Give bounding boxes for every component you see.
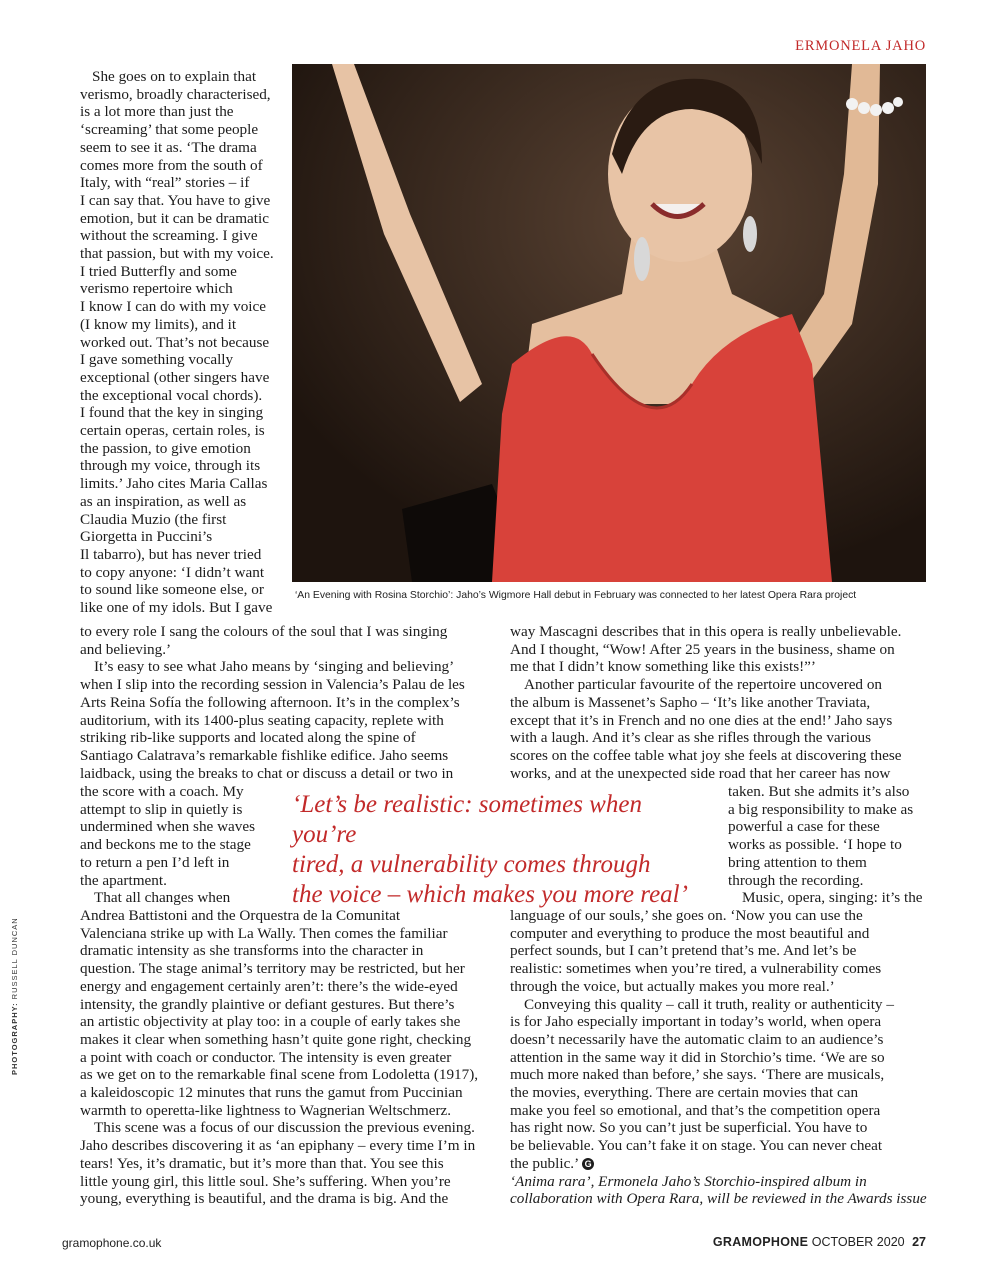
gramophone-end-mark-icon: G xyxy=(582,1158,594,1170)
text-line: attention in the same way it did in Storchio’s time. ‘We are so xyxy=(510,1048,885,1066)
text-line: as we get on to the remarkable final scene from Lodoletta (1917), xyxy=(80,1066,479,1084)
text-line: Another particular favourite of the repertoire uncovered on xyxy=(524,676,883,694)
text-line: auditorium, with its 1400-plus seating capacity, replete with xyxy=(80,711,444,729)
text-line: to every role I sang the colours of the soul that I was singing xyxy=(80,623,448,640)
text-line: perfect sounds, but I can’t pretend that’s me. And let’s be xyxy=(510,942,857,960)
text-line: except that it’s in French and no one dies at the end!’ Jaho says xyxy=(510,711,893,729)
singer-illustration xyxy=(292,64,926,582)
footer-folio xyxy=(713,1235,926,1249)
pull-quote xyxy=(292,790,712,910)
text-line: I can say that. You have to give xyxy=(80,191,271,209)
text-line: the apartment. xyxy=(80,871,167,889)
text-line: verismo repertoire which xyxy=(80,280,233,298)
text-line: a point with coach or conductor. The intensity is even greater xyxy=(80,1048,452,1066)
text-line: with a laugh. And it’s clear as she rifles through the various xyxy=(510,729,872,747)
text-line: Santiago Calatrava’s remarkable fishlike edifice. Jaho seems xyxy=(80,746,449,764)
text-line: realistic: sometimes when you’re tired, a vulnerability comes xyxy=(510,960,882,978)
text-line: the score with a coach. My xyxy=(80,783,244,800)
text-line: (I know my limits), and it xyxy=(80,315,237,333)
text-line: the exceptional vocal chords). xyxy=(80,386,263,404)
text-line: to return a pen I’d left in xyxy=(80,853,230,871)
text-line: much more naked than before,’ she says. ‘There are musicals, xyxy=(510,1066,885,1084)
text-line: as an inspiration, as well as xyxy=(80,492,247,510)
text-line: Il tabarro), but has never tried xyxy=(80,545,262,563)
text-line: young, everything is beautiful, and the drama is big. And the xyxy=(80,1190,449,1208)
text-line: make you feel so emotional, and that’s the competition opera xyxy=(510,1101,881,1119)
text-line: It’s easy to see what Jaho means by ‘singing and believing’ xyxy=(94,658,455,676)
text-line: little young girl, this little soul. She’s suffering. When you’re xyxy=(80,1172,451,1190)
text-line: like one of my idols. But I gave xyxy=(80,599,273,617)
photo-credit-label: PHOTOGRAPHY: xyxy=(10,1002,19,1075)
text-line: I tried Butterfly and some xyxy=(80,262,237,280)
text-line: That all changes when xyxy=(94,889,231,907)
text-line: exceptional (other singers have xyxy=(80,368,270,386)
pull-quote-line: ‘Let’s be realistic: sometimes when you’re xyxy=(292,791,642,848)
right-short-block xyxy=(728,783,933,907)
text-line: and believing.’ xyxy=(80,640,172,658)
review-note-line: ‘Anima rara’, Ermonela Jaho’s Storchio-inspired album in xyxy=(510,1172,867,1190)
text-line: limits.’ Jaho cites Maria Callas xyxy=(80,475,268,493)
footer-website: gramophone.co.uk xyxy=(62,1236,162,1250)
text-line: and beckons me to the stage xyxy=(80,836,251,854)
text-line: question. The stage animal’s territory may be restricted, but her xyxy=(80,960,465,978)
text-line: computer and everything to produce the most beautiful and xyxy=(510,924,870,942)
text-line: She goes on to explain that xyxy=(92,68,257,85)
magazine-name: GRAMOPHONE xyxy=(712,1235,809,1249)
left-wide-block-1 xyxy=(80,623,500,782)
text-line: to sound like someone else, or xyxy=(80,581,264,599)
text-line: I gave something vocally xyxy=(80,351,234,369)
text-line: to copy anyone: ‘I didn’t want xyxy=(80,563,265,581)
text-line: doesn’t necessarily have the automatic claim to an audience’s xyxy=(510,1030,884,1048)
right-top-block xyxy=(510,623,930,782)
text-line: a kaleidoscopic 12 minutes that runs the gamut from Puccinian xyxy=(80,1084,463,1102)
page-number: 27 xyxy=(912,1235,926,1249)
right-bottom-block xyxy=(510,907,930,1208)
text-line: This scene was a focus of our discussion the previous evening. xyxy=(94,1119,475,1137)
text-line: through the voice, but actually makes you more real.’ xyxy=(510,977,835,995)
text-line-with-end-mark xyxy=(510,1155,930,1173)
text-line: through the recording. xyxy=(728,871,864,889)
text-line: language of our souls,’ she goes on. ‘Now you can use the xyxy=(510,907,863,924)
text-line: Italy, with “real” stories – if xyxy=(80,174,250,192)
text-line: makes it clear when something hasn’t quite gone right, checking xyxy=(80,1030,472,1048)
text-line: attempt to slip in quietly is xyxy=(80,800,243,818)
text-line: the album is Massenet’s Sapho – ‘It’s like another Traviata, xyxy=(510,693,871,711)
text-line: Claudia Muzio (the first xyxy=(80,510,227,528)
text-line: seem to see it as. ‘The drama xyxy=(80,138,257,156)
text-line: powerful a case for these xyxy=(728,818,880,836)
text-line: worked out. That’s not because xyxy=(80,333,270,351)
text-line: that passion, but with my voice. xyxy=(80,245,274,263)
text-line: without the screaming. I give xyxy=(80,227,258,245)
text-line: Arts Reina Sofía the following afternoon. It’s in the complex’s xyxy=(80,693,460,711)
section-header: ERMONELA JAHO xyxy=(795,38,926,54)
text-line: striking rib-like supports and located along the spine of xyxy=(80,729,416,747)
text-line: warmth to operetta-like lightness to Wagnerian Weltschmerz. xyxy=(80,1101,452,1119)
text-line: Giorgetta in Puccini’s xyxy=(80,528,213,546)
text-line: way Mascagni describes that in this opera is really unbelievable. xyxy=(510,623,902,640)
text-line: has right now. So you can’t just be superficial. You have to xyxy=(510,1119,868,1137)
text-line: bring attention to them xyxy=(728,853,867,871)
text-line: an artistic objectivity at play too: in a couple of early takes she xyxy=(80,1013,461,1031)
text-line: comes more from the south of xyxy=(80,156,263,174)
text-line: is a lot more than just the xyxy=(80,103,234,121)
text-line: emotion, but it can be dramatic xyxy=(80,209,269,227)
text-line: intensity, the grandly plaintive or defiant gestures. But there’s xyxy=(80,995,455,1013)
text-line: the movies, everything. There are certain movies that can xyxy=(510,1084,859,1102)
text-line: undermined when she waves xyxy=(80,818,256,836)
text-line: through my voice, through its xyxy=(80,457,261,475)
text-line: tears! Yes, it’s dramatic, but it’s more than that. You see this xyxy=(80,1154,444,1172)
text-line: dramatic intensity as she transforms into the character in xyxy=(80,942,424,960)
text-line: Valenciana strike up with La Wally. Then comes the familiar xyxy=(80,924,448,942)
text-line: I found that the key in singing xyxy=(80,404,264,422)
text-line: certain operas, certain roles, is xyxy=(80,422,265,440)
text-line: a big responsibility to make as xyxy=(728,800,914,818)
text-line: I know I can do with my voice xyxy=(80,298,267,316)
left-narrow-column xyxy=(80,68,290,617)
left-wide-block-2 xyxy=(80,907,500,1208)
issue-date: OCTOBER 2020 xyxy=(811,1235,905,1249)
text-line: taken. But she admits it’s also xyxy=(728,783,910,800)
text-line: the passion, to give emotion xyxy=(80,439,251,457)
text-line: energy and engagement certainly aren’t: there’s the wide-eyed xyxy=(80,977,458,995)
text-line: laidback, using the breaks to chat or discuss a detail or two in xyxy=(80,764,454,782)
photo-credit-name: RUSSELL DUNCAN xyxy=(10,917,19,1000)
text-line: scores on the coffee table what joy she feels at discovering these xyxy=(510,746,902,764)
text-line: Conveying this quality – call it truth, reality or authenticity – xyxy=(524,995,894,1013)
text-line: verismo, broadly characterised, xyxy=(80,85,271,103)
text-line: the public.’ xyxy=(510,1154,580,1172)
text-line: ‘screaming’ that some people xyxy=(80,121,259,139)
photo-credit xyxy=(10,917,19,1075)
text-line: Andrea Battistoni and the Orquestra de la Comunitat xyxy=(80,907,401,924)
photo-caption: ‘An Evening with Rosina Storchio’: Jaho’s Wigmore Hall debut in February was connected to her latest Opera Rara project xyxy=(295,590,857,601)
text-line: works as possible. ‘I hope to xyxy=(728,836,902,854)
pull-quote-line: the voice – which makes you more real’ xyxy=(292,881,688,908)
text-line: And I thought, “Wow! After 25 years in the business, shame on xyxy=(510,640,895,658)
review-note-line: collaboration with Opera Rara, will be reviewed in the Awards issue xyxy=(510,1190,927,1208)
text-line: is for Jaho especially important in today’s world, when opera xyxy=(510,1013,882,1031)
text-line: Music, opera, singing: it’s the xyxy=(742,889,923,907)
text-line: Jaho describes discovering it as ‘an epiphany – every time I’m in xyxy=(80,1137,476,1155)
text-line: me that I didn’t know something like this exists!”’ xyxy=(510,658,816,676)
text-line: be believable. You can’t fake it on stage. You can never cheat xyxy=(510,1137,883,1155)
text-line: when I slip into the recording session in Valencia’s Palau de les xyxy=(80,676,465,694)
text-line: works, and at the unexpected side road that her career has now xyxy=(510,764,891,782)
left-short-block xyxy=(80,783,280,907)
pull-quote-line: tired, a vulnerability comes through xyxy=(292,851,651,878)
feature-photo xyxy=(292,64,926,582)
